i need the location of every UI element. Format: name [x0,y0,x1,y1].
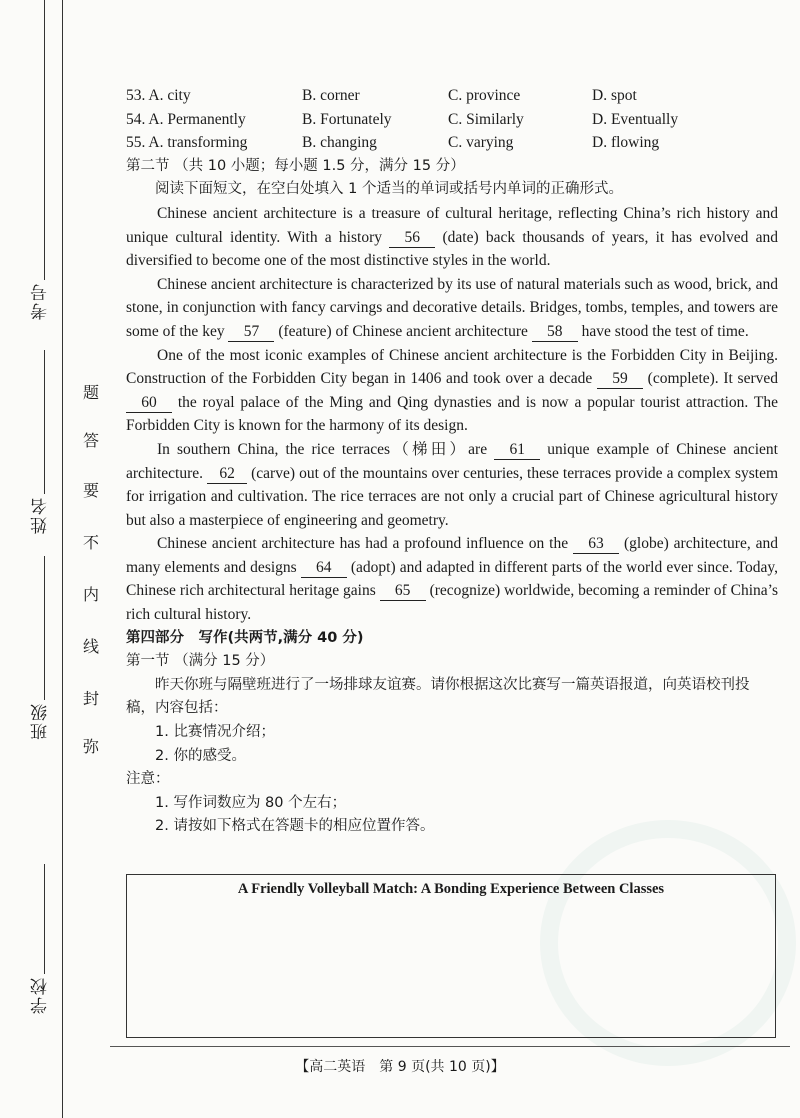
option-c: C. Similarly [448,110,524,128]
section2-instruction: 阅读下面短文，在空白处填入 1 个适当的单词或括号内单词的正确形式。 [155,181,623,198]
note-item: 2. 请按如下格式在答题卡的相应位置作答。 [155,818,435,835]
blank-64[interactable]: 64 [301,559,347,578]
seal-char: 弥 [82,737,99,756]
writing-prompt: 昨天你班与隔壁班进行了一场排球友谊赛。请你根据这次比赛写一篇英语报道，向英语校刊投稿，内容包括： [126,676,750,717]
option-c: C. varying [448,134,514,152]
seal-char: 题 [82,383,99,402]
prompt-point: 2. 你的感受。 [155,747,246,764]
option-b: B. Fortunately [302,110,392,128]
prompt-point: 1. 比赛情况介绍； [155,724,275,741]
seal-char: 内 [82,585,99,604]
passage-paragraph-3: One of the most iconic examples of Chinese ancient architecture is the Forbidden City in Beijing. Construction of the Forbidden City began in 1406 and took over a decade 59 (complete). It served 60 the royal palace of the Ming and Qing dynasties and is now a popular tourist attraction. The Forbidden City is known for the harmony of its design. [126,346,778,435]
note-item: 1. 写作词数应为 80 个左右； [155,794,347,811]
xingming-label: 姓名 [31,496,51,534]
blank-62[interactable]: 62 [207,465,247,484]
passage-paragraph-4: In southern China, the rice terraces（梯田）are 61 unique example of Chinese ancient architecture. 62 (carve) out of the mountains over centuries, these terraces provide a complex system for irrigation and cultivation. The rice terraces are not only a crucial part of Chinese agricultural history but also a masterpiece of engineering and geometry. [126,440,779,529]
part4-section1-heading: 第一节 （满分 15 分） [126,653,275,670]
option-d: D. spot [592,87,637,104]
xuexiao-label: 学校 [31,976,51,1014]
option-a: 55. A. transforming [126,134,248,152]
page-content [126,84,778,839]
option-b: B. corner [302,87,360,104]
xingming-fill-line [44,350,45,494]
blank-56[interactable]: 56 [389,229,435,248]
blank-60[interactable]: 60 [126,394,172,413]
kaohao-label: 考号 [31,282,51,320]
banji-label: 班级 [31,702,51,740]
passage-paragraph-2: Chinese ancient architecture is characterized by its use of natural materials such as wood, brick, and stone, in conjunction with fancy carvings and decorative details. Bridges, tombs, temples, and towers are some of the key 57 (feature) of Chinese ancient architecture 58 have stood the test of time. [126,275,778,340]
blank-58[interactable]: 58 [532,323,578,342]
seal-char: 封 [82,689,99,708]
xuexiao-fill-line [44,864,45,974]
seal-char: 不 [82,533,99,552]
option-d: D. flowing [592,134,660,152]
part4-heading: 第四部分 写作(共两节,满分 40 分) [126,629,364,646]
blank-61[interactable]: 61 [494,441,540,460]
note-label: 注意： [126,771,170,788]
blank-65[interactable]: 65 [380,582,426,601]
seal-char: 线 [82,637,99,656]
blank-59[interactable]: 59 [597,370,643,389]
kaohao-fill-line [44,0,45,280]
binding-line [62,0,63,1118]
seal-char: 要 [82,481,99,500]
option-a: 54. A. Permanently [126,110,246,128]
option-row-53 [126,84,778,108]
option-d: D. Eventually [592,110,679,128]
option-row-55 [126,131,778,155]
blank-63[interactable]: 63 [573,535,619,554]
option-c: C. province [448,87,521,104]
seal-char: 答 [82,431,99,450]
banji-fill-line [44,556,45,700]
passage-paragraph-1: Chinese ancient architecture is a treasure of cultural heritage, reflecting China’s rich history and unique cultural identity. With a history 56 (date) back thousands of years, it has evolved and diversified to become one of the most distinctive styles in the world. [126,204,779,270]
essay-answer-box[interactable] [126,874,776,1038]
blank-57[interactable]: 57 [228,323,274,342]
footer-divider [110,1046,790,1047]
section2-heading: 第二节 （共 10 小题；每小题 1.5 分，满分 15 分） [126,157,465,174]
option-a: 53. A. city [126,87,191,104]
option-b: B. changing [302,134,377,152]
option-row-54 [126,108,778,132]
essay-title: A Friendly Volleyball Match: A Bonding Experience Between Classes [237,881,665,897]
passage-paragraph-5: Chinese ancient architecture has had a profound influence on the 63 (globe) architecture, and many elements and designs 64 (adopt) and adapted in different parts of the world ever since. Today, Chinese rich architectural heritage gains 65 (recognize) worldwide, becoming a reminder of China’s rich cultural history. [126,535,779,624]
page-footer: 【高二英语 第 9 页(共 10 页)】 [295,1059,505,1075]
